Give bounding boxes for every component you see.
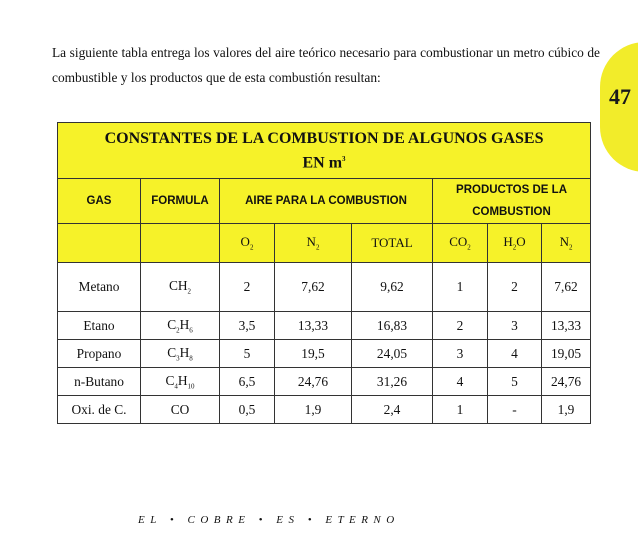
cell-gas: Oxi. de C. [58, 396, 141, 424]
cell-h2o: 4 [488, 340, 542, 368]
cell-h2o: 2 [488, 263, 542, 312]
cell-n2: 19,5 [275, 340, 352, 368]
cell-product-n2: 24,76 [542, 368, 591, 396]
cell-n2: 13,33 [275, 312, 352, 340]
subheader-empty-gas [58, 224, 141, 263]
cell-product-n2: 13,33 [542, 312, 591, 340]
cell-total: 24,05 [352, 340, 433, 368]
cell-gas: Metano [58, 263, 141, 312]
cell-h2o: 3 [488, 312, 542, 340]
cell-total: 16,83 [352, 312, 433, 340]
cell-total: 31,26 [352, 368, 433, 396]
header-gas: GAS [58, 179, 141, 224]
table-title-sup: 3 [342, 154, 346, 163]
page-number: 47 [609, 84, 631, 109]
cell-o2: 2 [220, 263, 275, 312]
cell-gas: Propano [58, 340, 141, 368]
table-title-line2: EN m [302, 154, 343, 172]
cell-co2: 3 [433, 340, 488, 368]
footer-motto: E L • C O B R E • E S • E T E R N O [138, 514, 395, 526]
cell-formula: $C_2H_6$ [141, 312, 220, 340]
header-productos: PRODUCTOS DE LA COMBUSTION [433, 179, 591, 224]
cell-o2: 6,5 [220, 368, 275, 396]
cell-h2o: - [488, 396, 542, 424]
cell-formula: $C_4H_{10}$ [141, 368, 220, 396]
table-title-line1: CONSTANTES DE LA COMBUSTION DE ALGUNOS GASES [104, 129, 544, 147]
subheader-o2: $O_2$ [220, 224, 275, 263]
subheader-product-n2: $N_2$ [542, 224, 591, 263]
cell-o2: 3,5 [220, 312, 275, 340]
table-row [58, 340, 591, 368]
combustion-constants-table [57, 122, 591, 424]
cell-co2: 2 [433, 312, 488, 340]
cell-formula: CO [141, 396, 220, 424]
cell-total: 9,62 [352, 263, 433, 312]
cell-co2: 1 [433, 396, 488, 424]
cell-o2: 0,5 [220, 396, 275, 424]
cell-n2: 7,62 [275, 263, 352, 312]
cell-gas: n-Butano [58, 368, 141, 396]
subheader-empty-formula [141, 224, 220, 263]
intro-paragraph: La siguiente tabla entrega los valores del aire teórico necesario para combustionar un metro cúbico de combustible y los productos que de esta combustión resultan: [52, 45, 600, 85]
cell-total: 2,4 [352, 396, 433, 424]
cell-co2: 1 [433, 263, 488, 312]
cell-product-n2: 1,9 [542, 396, 591, 424]
cell-co2: 4 [433, 368, 488, 396]
cell-formula: $CH_2$ [141, 263, 220, 312]
cell-n2: 1,9 [275, 396, 352, 424]
cell-n2: 24,76 [275, 368, 352, 396]
table-title [58, 123, 591, 179]
table-row [58, 312, 591, 340]
cell-product-n2: 19,05 [542, 340, 591, 368]
cell-h2o: 5 [488, 368, 542, 396]
header-formula: FORMULA [141, 179, 220, 224]
table-row [58, 368, 591, 396]
subheader-total: TOTAL [352, 224, 433, 263]
cell-product-n2: 7,62 [542, 263, 591, 312]
cell-gas: Etano [58, 312, 141, 340]
table-body [58, 263, 591, 424]
table-row [58, 396, 591, 424]
subheader-co2: $CO_2$ [433, 224, 488, 263]
subheader-h2o: $H_2O$ [488, 224, 542, 263]
cell-o2: 5 [220, 340, 275, 368]
subheader-n2: $N_2$ [275, 224, 352, 263]
cell-formula: $C_3H_8$ [141, 340, 220, 368]
header-aire: AIRE PARA LA COMBUSTION [220, 179, 433, 224]
table-row [58, 263, 591, 312]
